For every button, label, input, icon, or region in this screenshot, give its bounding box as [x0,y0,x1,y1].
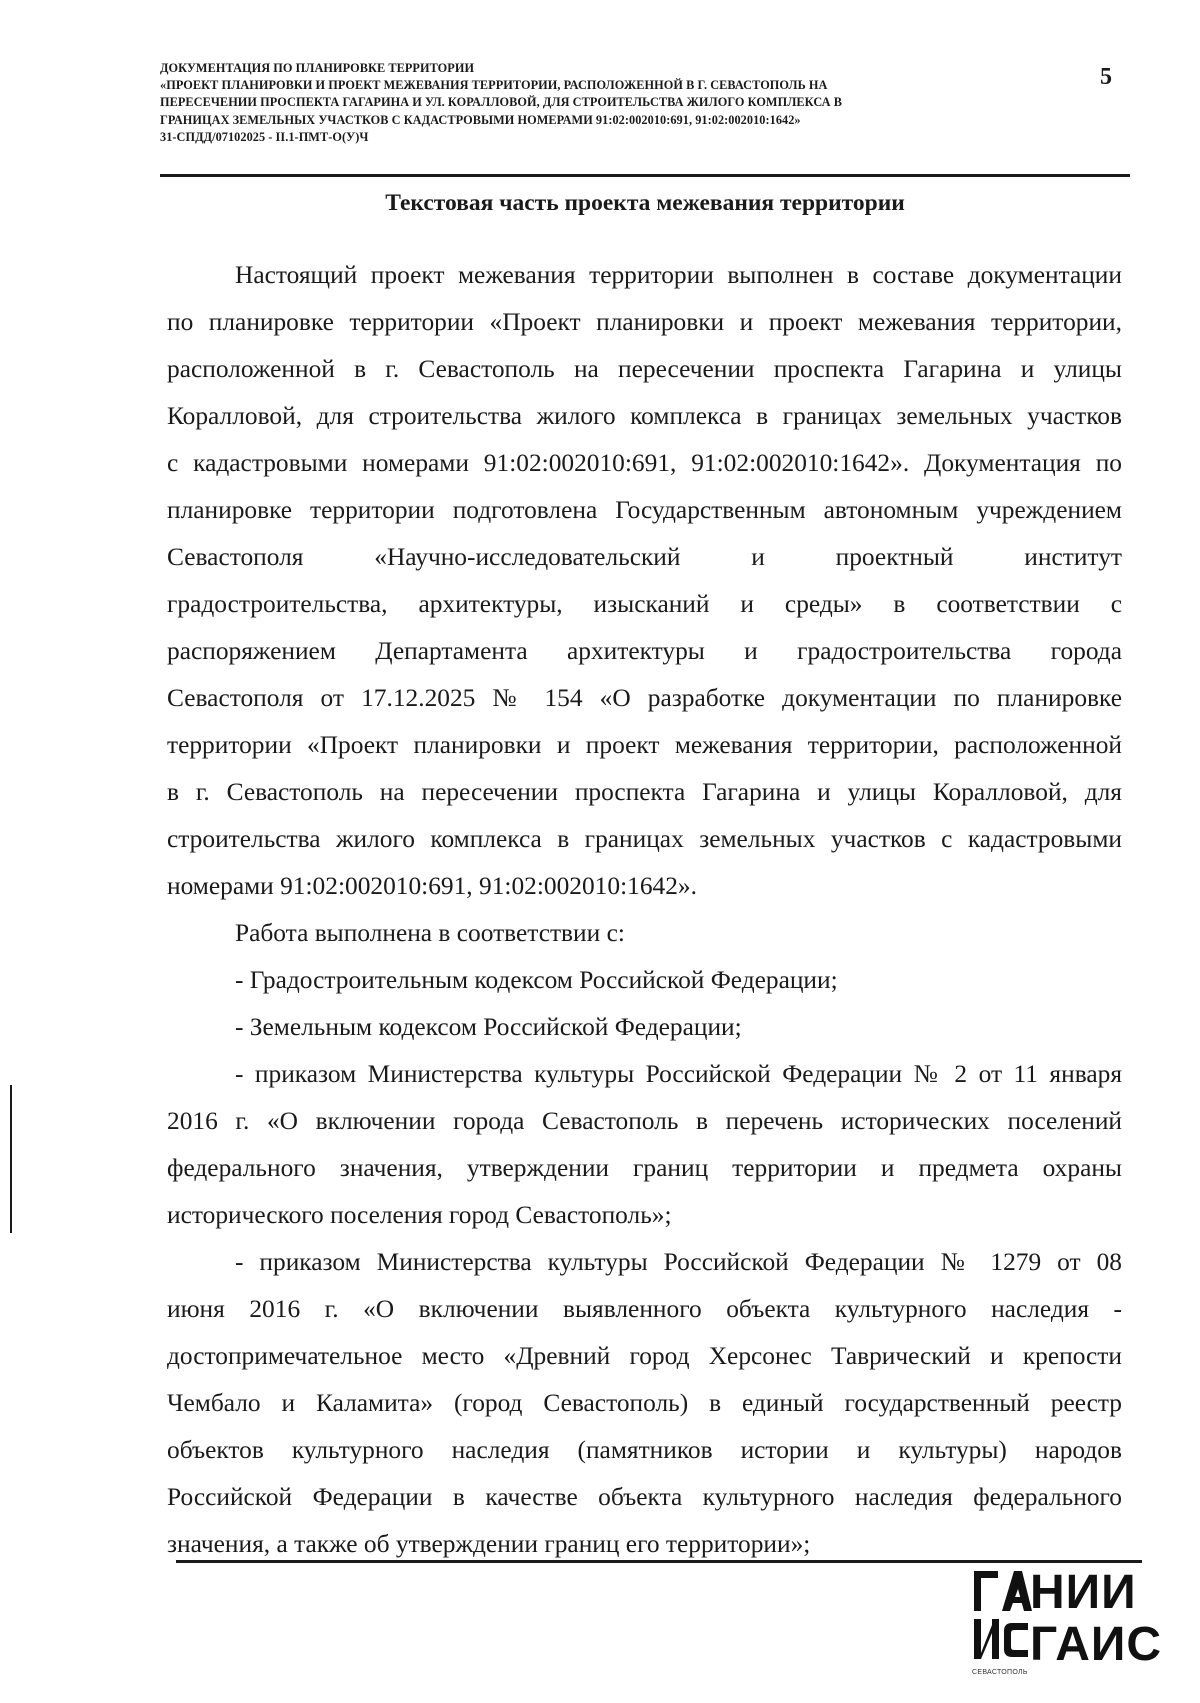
logo-line-2: ГАИС [1030,1618,1163,1671]
list-item-line: 2016 г. «О включении города Севастополь в перечень исторических поселений [167,1107,1122,1135]
list-item-line: исторического поселения город Севастополь»; [167,1201,672,1229]
list-item-line: федерального значения, утверждении границ территории и предмета охраны [167,1154,1122,1182]
page-number: 5 [1100,64,1112,90]
document-header [160,60,1100,146]
body-line: расположенной в г. Севастополь на пересечении проспекта Гагарина и улицы [167,355,1122,383]
body-line: Коралловой, для строительства жилого комплекса в границах земельных участков [167,402,1122,430]
body-line: строительства жилого комплекса в границах земельных участков с кадастровыми [167,825,1122,853]
margin-mark [10,1085,12,1233]
logo-wordmark [1030,1567,1162,1671]
body-line: с кадастровыми номерами 91:02:002010:691, 91:02:002010:1642». Документация по [167,449,1122,477]
logo-caption: СЕВАСТОПОЛЬ [972,1669,1028,1676]
body-line: Севастополя от 17.12.2025 № 154 «О разработке документации по планировке [167,684,1122,712]
institute-logo [972,1566,1163,1685]
header-line: ДОКУМЕНТАЦИЯ ПО ПЛАНИРОВКЕ ТЕРРИТОРИИ [160,61,475,75]
footer-divider [176,1560,1142,1563]
list-item-line: Российской Федерации в качестве объекта культурного наследия федерального [167,1483,1122,1511]
list-item: - Градостроительным кодексом Российской Федерации; [235,966,838,994]
list-item-line: объектов культурного наследия (памятников истории и культуры) народов [167,1436,1122,1464]
header-code: 31-СПДД/07102025 - II.1-ПМТ-О(У)Ч [160,129,369,144]
body-line: Настоящий проект межевания территории выполнен в составе документации [235,261,1122,289]
body-line: градостроительства, архитектуры, изысканий и среды» в соответствии с [167,590,1122,618]
section-title: Текстовая часть проекта межевания территории [385,190,905,216]
list-item-line: - приказом Министерства культуры Российской Федерации № 1279 от 08 [235,1248,1122,1276]
body-line: Севастополя «Научно-исследовательский и проектный институт [167,543,1122,571]
list-item-line: - приказом Министерства культуры Российской Федерации № 2 от 11 января [235,1060,1122,1088]
list-item-line: значения, а также об утверждении границ его территории»; [167,1530,811,1558]
body-line: планировке территории подготовлена Государственным автономным учреждением [167,496,1122,524]
body-line: в г. Севастополь на пересечении проспекта Гагарина и улицы Коралловой, для [167,778,1122,806]
body-line: распоряжением Департамента архитектуры и градостроительства города [167,637,1122,665]
list-item-line: июня 2016 г. «О включении выявленного объекта культурного наследия - [167,1295,1122,1323]
header-divider [160,174,1130,177]
header-line: ПЕРЕСЕЧЕНИИ ПРОСПЕКТА ГАГАРИНА И УЛ. КОРАЛЛОВОЙ, ДЛЯ СТРОИТЕЛЬСТВА ЖИЛОГО КОМПЛЕКСА В [160,95,842,110]
list-item: - Земельным кодексом Российской Федерации; [235,1013,742,1041]
list-item-line: Чембало и Каламита» (город Севастополь) в единый государственный реестр [167,1389,1122,1417]
document-body [167,252,1122,1568]
header-line: ГРАНИЦАХ ЗЕМЕЛЬНЫХ УЧАСТКОВ С КАДАСТРОВЫМИ НОМЕРАМИ 91:02:002010:691, 91:02:002010:1642» [160,112,801,127]
logo-mark-icon [972,1567,1032,1673]
body-line: номерами 91:02:002010:691, 91:02:002010:1642». [167,872,697,900]
body-line: Работа выполнена в соответствии с: [235,919,625,947]
logo-line-1: НИИ [1030,1566,1137,1619]
header-line: «ПРОЕКТ ПЛАНИРОВКИ И ПРОЕКТ МЕЖЕВАНИЯ ТЕРРИТОРИИ, РАСПОЛОЖЕННОЙ В Г. СЕВАСТОПОЛЬ НА [160,78,828,93]
body-line: территории «Проект планировки и проект межевания территории, расположенной [167,731,1122,759]
list-item-line: достопримечательное место «Древний город Херсонес Таврический и крепости [167,1342,1122,1370]
body-line: по планировке территории «Проект планировки и проект межевания территории, [167,308,1122,336]
